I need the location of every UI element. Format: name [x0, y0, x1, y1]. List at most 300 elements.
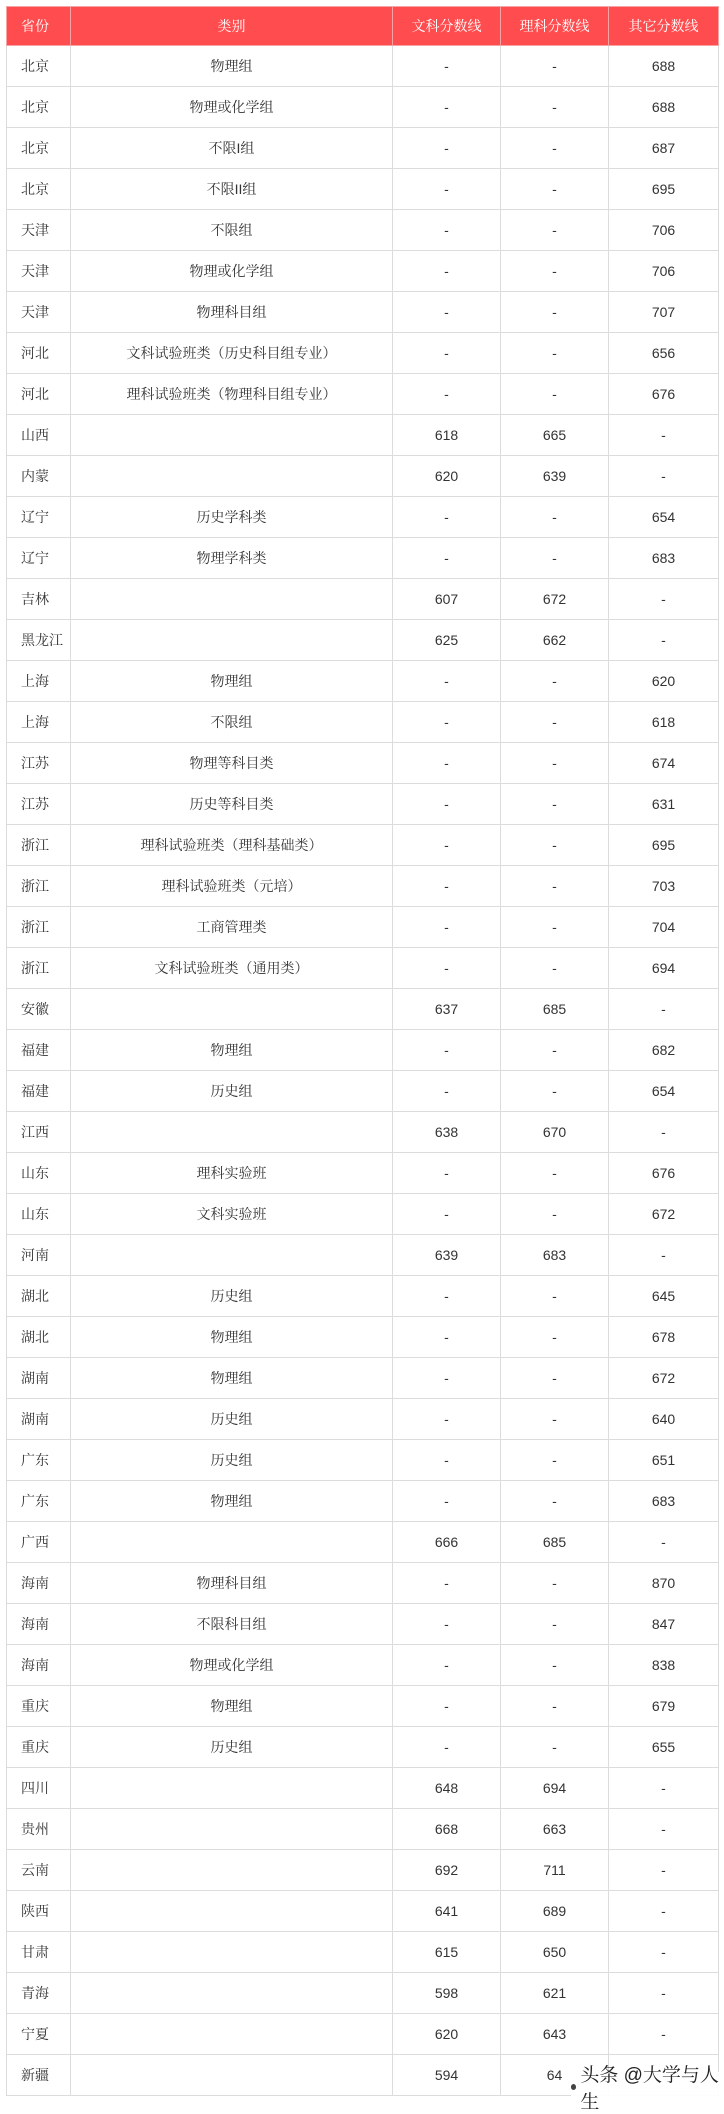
table-row — [7, 1276, 719, 1317]
cell-other-score: 645 — [609, 1276, 719, 1317]
cell-other-score: - — [609, 1522, 719, 1563]
cell-liberal-arts-score: - — [393, 292, 501, 333]
cell-other-score: - — [609, 1809, 719, 1850]
cell-other-score: 676 — [609, 374, 719, 415]
cell-liberal-arts-score: 625 — [393, 620, 501, 661]
cell-province: 北京 — [7, 87, 71, 128]
cell-province: 上海 — [7, 661, 71, 702]
cell-province: 江西 — [7, 1112, 71, 1153]
cell-science-score: 650 — [501, 1932, 609, 1973]
table-row — [7, 1973, 719, 2014]
cell-science-score: 665 — [501, 415, 609, 456]
cell-liberal-arts-score: 618 — [393, 415, 501, 456]
cell-liberal-arts-score: - — [393, 1645, 501, 1686]
header-science-score: 理科分数线 — [501, 7, 609, 46]
cell-category: 文科试验班类（通用类） — [71, 948, 393, 989]
cell-other-score: - — [609, 415, 719, 456]
cell-science-score: 662 — [501, 620, 609, 661]
cell-liberal-arts-score: 637 — [393, 989, 501, 1030]
cell-category — [71, 2055, 393, 2096]
cell-liberal-arts-score: 594 — [393, 2055, 501, 2096]
cell-science-score: 639 — [501, 456, 609, 497]
cell-liberal-arts-score: 607 — [393, 579, 501, 620]
cell-science-score: - — [501, 251, 609, 292]
cell-category — [71, 1973, 393, 2014]
cell-province: 海南 — [7, 1604, 71, 1645]
cell-science-score: - — [501, 1399, 609, 1440]
cell-category: 不限II组 — [71, 169, 393, 210]
cell-science-score: - — [501, 1030, 609, 1071]
table-row — [7, 1153, 719, 1194]
cell-other-score: 679 — [609, 1686, 719, 1727]
cell-liberal-arts-score: 692 — [393, 1850, 501, 1891]
cell-liberal-arts-score: - — [393, 1440, 501, 1481]
table-row — [7, 1727, 719, 1768]
cell-other-score: 631 — [609, 784, 719, 825]
cell-category — [71, 1850, 393, 1891]
cell-category: 不限I组 — [71, 128, 393, 169]
table-row — [7, 169, 719, 210]
cell-province: 湖南 — [7, 1399, 71, 1440]
cell-liberal-arts-score: 620 — [393, 456, 501, 497]
cell-liberal-arts-score: 638 — [393, 1112, 501, 1153]
cell-other-score: - — [609, 989, 719, 1030]
cell-science-score: - — [501, 210, 609, 251]
cell-science-score: - — [501, 661, 609, 702]
cell-liberal-arts-score: - — [393, 866, 501, 907]
cell-liberal-arts-score: - — [393, 128, 501, 169]
table-row — [7, 620, 719, 661]
cell-science-score: - — [501, 784, 609, 825]
cell-other-score: 682 — [609, 1030, 719, 1071]
cell-category: 理科试验班类（物理科目组专业） — [71, 374, 393, 415]
table-row — [7, 292, 719, 333]
cell-other-score: 847 — [609, 1604, 719, 1645]
cell-category: 物理组 — [71, 1317, 393, 1358]
cell-science-score: 643 — [501, 2014, 609, 2055]
cell-other-score: 676 — [609, 1153, 719, 1194]
cell-province: 北京 — [7, 128, 71, 169]
cell-liberal-arts-score: 639 — [393, 1235, 501, 1276]
cell-category — [71, 1112, 393, 1153]
cell-province: 海南 — [7, 1563, 71, 1604]
cell-category — [71, 1522, 393, 1563]
cell-science-score: - — [501, 907, 609, 948]
cell-province: 天津 — [7, 292, 71, 333]
cell-science-score: - — [501, 1071, 609, 1112]
cell-category: 文科试验班类（历史科目组专业） — [71, 333, 393, 374]
cell-province: 广西 — [7, 1522, 71, 1563]
table-row — [7, 1604, 719, 1645]
cell-other-score: 678 — [609, 1317, 719, 1358]
cell-liberal-arts-score: - — [393, 210, 501, 251]
cell-province: 福建 — [7, 1071, 71, 1112]
cell-category — [71, 1809, 393, 1850]
table-row — [7, 702, 719, 743]
table-row — [7, 1850, 719, 1891]
cell-category: 物理或化学组 — [71, 87, 393, 128]
cell-province: 广东 — [7, 1440, 71, 1481]
table-row — [7, 1235, 719, 1276]
cell-science-score: - — [501, 1604, 609, 1645]
cell-category — [71, 1891, 393, 1932]
table-header-row — [7, 7, 719, 46]
table-row — [7, 210, 719, 251]
cell-category: 工商管理类 — [71, 907, 393, 948]
cell-science-score: - — [501, 1194, 609, 1235]
cell-province: 天津 — [7, 251, 71, 292]
table-row — [7, 251, 719, 292]
cell-province: 四川 — [7, 1768, 71, 1809]
table-row — [7, 1522, 719, 1563]
cell-science-score: 694 — [501, 1768, 609, 1809]
table-row — [7, 1932, 719, 1973]
table-row — [7, 661, 719, 702]
table-row — [7, 989, 719, 1030]
cell-province: 宁夏 — [7, 2014, 71, 2055]
cell-province: 浙江 — [7, 866, 71, 907]
table-row — [7, 1030, 719, 1071]
watermark-text: 头条 @大学与人生 — [580, 2065, 719, 2113]
cell-category: 不限组 — [71, 702, 393, 743]
cell-category: 物理组 — [71, 1481, 393, 1522]
cell-category — [71, 456, 393, 497]
header-other-score: 其它分数线 — [609, 7, 719, 46]
cell-liberal-arts-score: - — [393, 1481, 501, 1522]
cell-science-score: - — [501, 333, 609, 374]
cell-province: 北京 — [7, 169, 71, 210]
cell-category — [71, 1768, 393, 1809]
cell-category: 物理科目组 — [71, 292, 393, 333]
table-row — [7, 456, 719, 497]
cell-category: 物理组 — [71, 661, 393, 702]
cell-other-score: 620 — [609, 661, 719, 702]
cell-other-score: 704 — [609, 907, 719, 948]
table-row — [7, 579, 719, 620]
cell-science-score: 711 — [501, 1850, 609, 1891]
table-row — [7, 1686, 719, 1727]
cell-province: 河北 — [7, 333, 71, 374]
cell-science-score: - — [501, 538, 609, 579]
cell-category: 物理组 — [71, 1030, 393, 1071]
cell-science-score: - — [501, 46, 609, 87]
table-row — [7, 1645, 719, 1686]
cell-science-score: 689 — [501, 1891, 609, 1932]
cell-liberal-arts-score: - — [393, 87, 501, 128]
cell-other-score: 870 — [609, 1563, 719, 1604]
cell-province: 北京 — [7, 46, 71, 87]
cell-province: 内蒙 — [7, 456, 71, 497]
cell-category — [71, 1235, 393, 1276]
cell-liberal-arts-score: 620 — [393, 2014, 501, 2055]
cell-science-score: - — [501, 1358, 609, 1399]
cell-science-score: - — [501, 1276, 609, 1317]
cell-category: 物理科目组 — [71, 1563, 393, 1604]
cell-other-score: - — [609, 620, 719, 661]
cell-category: 物理等科目类 — [71, 743, 393, 784]
cell-category: 物理或化学组 — [71, 251, 393, 292]
table-row — [7, 948, 719, 989]
cell-category: 理科实验班 — [71, 1153, 393, 1194]
cell-science-score: - — [501, 1645, 609, 1686]
cell-province: 新疆 — [7, 2055, 71, 2096]
cell-category: 历史等科目类 — [71, 784, 393, 825]
score-table — [6, 6, 719, 2096]
cell-science-score: 663 — [501, 1809, 609, 1850]
cell-other-score: - — [609, 1891, 719, 1932]
table-row — [7, 415, 719, 456]
cell-other-score: - — [609, 1235, 719, 1276]
cell-other-score: 687 — [609, 128, 719, 169]
table-row — [7, 1481, 719, 1522]
cell-other-score: 688 — [609, 87, 719, 128]
cell-science-score: 670 — [501, 1112, 609, 1153]
cell-province: 湖北 — [7, 1276, 71, 1317]
cell-other-score: 651 — [609, 1440, 719, 1481]
cell-liberal-arts-score: 598 — [393, 1973, 501, 2014]
cell-science-score: - — [501, 825, 609, 866]
cell-category: 理科试验班类（元培） — [71, 866, 393, 907]
cell-other-score: 672 — [609, 1194, 719, 1235]
cell-liberal-arts-score: - — [393, 251, 501, 292]
cell-science-score: - — [501, 169, 609, 210]
cell-liberal-arts-score: - — [393, 1727, 501, 1768]
header-category: 类别 — [71, 7, 393, 46]
cell-province: 辽宁 — [7, 538, 71, 579]
cell-science-score: - — [501, 948, 609, 989]
cell-science-score: - — [501, 292, 609, 333]
cell-other-score: - — [609, 1768, 719, 1809]
cell-liberal-arts-score: - — [393, 948, 501, 989]
cell-province: 江苏 — [7, 784, 71, 825]
table-row — [7, 538, 719, 579]
cell-other-score: - — [609, 1973, 719, 2014]
table-row — [7, 1563, 719, 1604]
cell-category: 物理学科类 — [71, 538, 393, 579]
cell-category — [71, 620, 393, 661]
score-table-container — [6, 6, 718, 2096]
cell-other-score: 654 — [609, 1071, 719, 1112]
cell-science-score: - — [501, 128, 609, 169]
cell-province: 浙江 — [7, 948, 71, 989]
cell-category: 不限科目组 — [71, 1604, 393, 1645]
cell-province: 重庆 — [7, 1686, 71, 1727]
cell-science-score: - — [501, 1481, 609, 1522]
table-row — [7, 866, 719, 907]
cell-category — [71, 989, 393, 1030]
cell-province: 陕西 — [7, 1891, 71, 1932]
cell-province: 重庆 — [7, 1727, 71, 1768]
cell-liberal-arts-score: - — [393, 1317, 501, 1358]
cell-other-score: - — [609, 2014, 719, 2055]
cell-science-score: 621 — [501, 1973, 609, 2014]
cell-province: 河北 — [7, 374, 71, 415]
cell-liberal-arts-score: - — [393, 497, 501, 538]
cell-liberal-arts-score: - — [393, 1153, 501, 1194]
cell-liberal-arts-score: 615 — [393, 1932, 501, 1973]
cell-liberal-arts-score: - — [393, 661, 501, 702]
cell-province: 云南 — [7, 1850, 71, 1891]
watermark — [571, 2065, 721, 2113]
cell-other-score: 703 — [609, 866, 719, 907]
cell-category: 历史学科类 — [71, 497, 393, 538]
table-row — [7, 825, 719, 866]
table-row — [7, 1440, 719, 1481]
cell-other-score: 656 — [609, 333, 719, 374]
cell-province: 安徽 — [7, 989, 71, 1030]
table-row — [7, 2014, 719, 2055]
cell-province: 湖北 — [7, 1317, 71, 1358]
table-row — [7, 87, 719, 128]
table-row — [7, 1317, 719, 1358]
cell-province: 甘肃 — [7, 1932, 71, 1973]
header-liberal-arts-score: 文科分数线 — [393, 7, 501, 46]
cell-province: 天津 — [7, 210, 71, 251]
cell-liberal-arts-score: 666 — [393, 1522, 501, 1563]
cell-other-score: 707 — [609, 292, 719, 333]
table-body — [7, 46, 719, 2096]
cell-province: 贵州 — [7, 1809, 71, 1850]
cell-category: 物理或化学组 — [71, 1645, 393, 1686]
cell-science-score: - — [501, 1317, 609, 1358]
cell-liberal-arts-score: 641 — [393, 1891, 501, 1932]
cell-liberal-arts-score: 648 — [393, 1768, 501, 1809]
cell-other-score: - — [609, 456, 719, 497]
cell-liberal-arts-score: - — [393, 825, 501, 866]
cell-other-score: - — [609, 579, 719, 620]
cell-other-score: 640 — [609, 1399, 719, 1440]
table-row — [7, 333, 719, 374]
cell-science-score: 685 — [501, 1522, 609, 1563]
table-row — [7, 1112, 719, 1153]
table-row — [7, 1194, 719, 1235]
table-row — [7, 1071, 719, 1112]
cell-liberal-arts-score: - — [393, 1194, 501, 1235]
cell-category — [71, 2014, 393, 2055]
cell-province: 广东 — [7, 1481, 71, 1522]
table-row — [7, 1768, 719, 1809]
cell-liberal-arts-score: - — [393, 784, 501, 825]
cell-liberal-arts-score: - — [393, 702, 501, 743]
header-province: 省份 — [7, 7, 71, 46]
table-row — [7, 497, 719, 538]
cell-category: 不限组 — [71, 210, 393, 251]
cell-other-score: 674 — [609, 743, 719, 784]
table-row — [7, 1809, 719, 1850]
cell-science-score: - — [501, 374, 609, 415]
cell-science-score: 672 — [501, 579, 609, 620]
cell-other-score: 706 — [609, 210, 719, 251]
cell-science-score: - — [501, 1686, 609, 1727]
cell-province: 浙江 — [7, 907, 71, 948]
cell-category — [71, 579, 393, 620]
cell-province: 辽宁 — [7, 497, 71, 538]
cell-province: 湖南 — [7, 1358, 71, 1399]
cell-liberal-arts-score: - — [393, 1030, 501, 1071]
cell-liberal-arts-score: - — [393, 1071, 501, 1112]
cell-other-score: 655 — [609, 1727, 719, 1768]
cell-liberal-arts-score: - — [393, 374, 501, 415]
cell-province: 河南 — [7, 1235, 71, 1276]
cell-science-score: - — [501, 1563, 609, 1604]
cell-science-score: 64 — [501, 2055, 609, 2096]
cell-province: 福建 — [7, 1030, 71, 1071]
cell-province: 黑龙江 — [7, 620, 71, 661]
cell-category: 历史组 — [71, 1727, 393, 1768]
cell-other-score: 838 — [609, 1645, 719, 1686]
cell-province: 上海 — [7, 702, 71, 743]
cell-other-score: 683 — [609, 538, 719, 579]
table-row — [7, 784, 719, 825]
cell-other-score: - — [609, 1932, 719, 1973]
cell-province: 山西 — [7, 415, 71, 456]
cell-category: 历史组 — [71, 1399, 393, 1440]
table-row — [7, 128, 719, 169]
cell-other-score: 672 — [609, 1358, 719, 1399]
cell-province: 浙江 — [7, 825, 71, 866]
cell-category: 历史组 — [71, 1276, 393, 1317]
cell-liberal-arts-score: - — [393, 1563, 501, 1604]
cell-science-score: - — [501, 1440, 609, 1481]
cell-province: 海南 — [7, 1645, 71, 1686]
cell-other-score: 618 — [609, 702, 719, 743]
cell-science-score: - — [501, 1153, 609, 1194]
cell-liberal-arts-score: - — [393, 1399, 501, 1440]
cell-liberal-arts-score: - — [393, 743, 501, 784]
cell-liberal-arts-score: 668 — [393, 1809, 501, 1850]
cell-category: 历史组 — [71, 1071, 393, 1112]
cell-other-score: 695 — [609, 825, 719, 866]
cell-other-score: - — [609, 1112, 719, 1153]
cell-science-score: - — [501, 866, 609, 907]
cell-science-score: - — [501, 1727, 609, 1768]
cell-liberal-arts-score: - — [393, 169, 501, 210]
table-row — [7, 1358, 719, 1399]
cell-other-score: 695 — [609, 169, 719, 210]
cell-category: 物理组 — [71, 1358, 393, 1399]
cell-category: 文科实验班 — [71, 1194, 393, 1235]
cell-liberal-arts-score: - — [393, 46, 501, 87]
cell-science-score: - — [501, 497, 609, 538]
cell-liberal-arts-score: - — [393, 1358, 501, 1399]
cell-province: 山东 — [7, 1194, 71, 1235]
table-row — [7, 374, 719, 415]
cell-liberal-arts-score: - — [393, 1604, 501, 1645]
cell-category: 物理组 — [71, 46, 393, 87]
cell-science-score: - — [501, 743, 609, 784]
cell-category — [71, 415, 393, 456]
cell-other-score: 688 — [609, 46, 719, 87]
watermark-dot-icon — [571, 2084, 576, 2090]
cell-science-score: - — [501, 87, 609, 128]
cell-category: 理科试验班类（理科基础类） — [71, 825, 393, 866]
cell-science-score: 683 — [501, 1235, 609, 1276]
table-row — [7, 1399, 719, 1440]
cell-province: 山东 — [7, 1153, 71, 1194]
cell-other-score: - — [609, 1850, 719, 1891]
cell-category — [71, 1932, 393, 1973]
cell-liberal-arts-score: - — [393, 333, 501, 374]
table-row — [7, 743, 719, 784]
cell-province: 吉林 — [7, 579, 71, 620]
cell-other-score: 654 — [609, 497, 719, 538]
cell-other-score: 694 — [609, 948, 719, 989]
cell-science-score: - — [501, 702, 609, 743]
cell-other-score: 683 — [609, 1481, 719, 1522]
table-row — [7, 46, 719, 87]
cell-category: 物理组 — [71, 1686, 393, 1727]
cell-liberal-arts-score: - — [393, 538, 501, 579]
